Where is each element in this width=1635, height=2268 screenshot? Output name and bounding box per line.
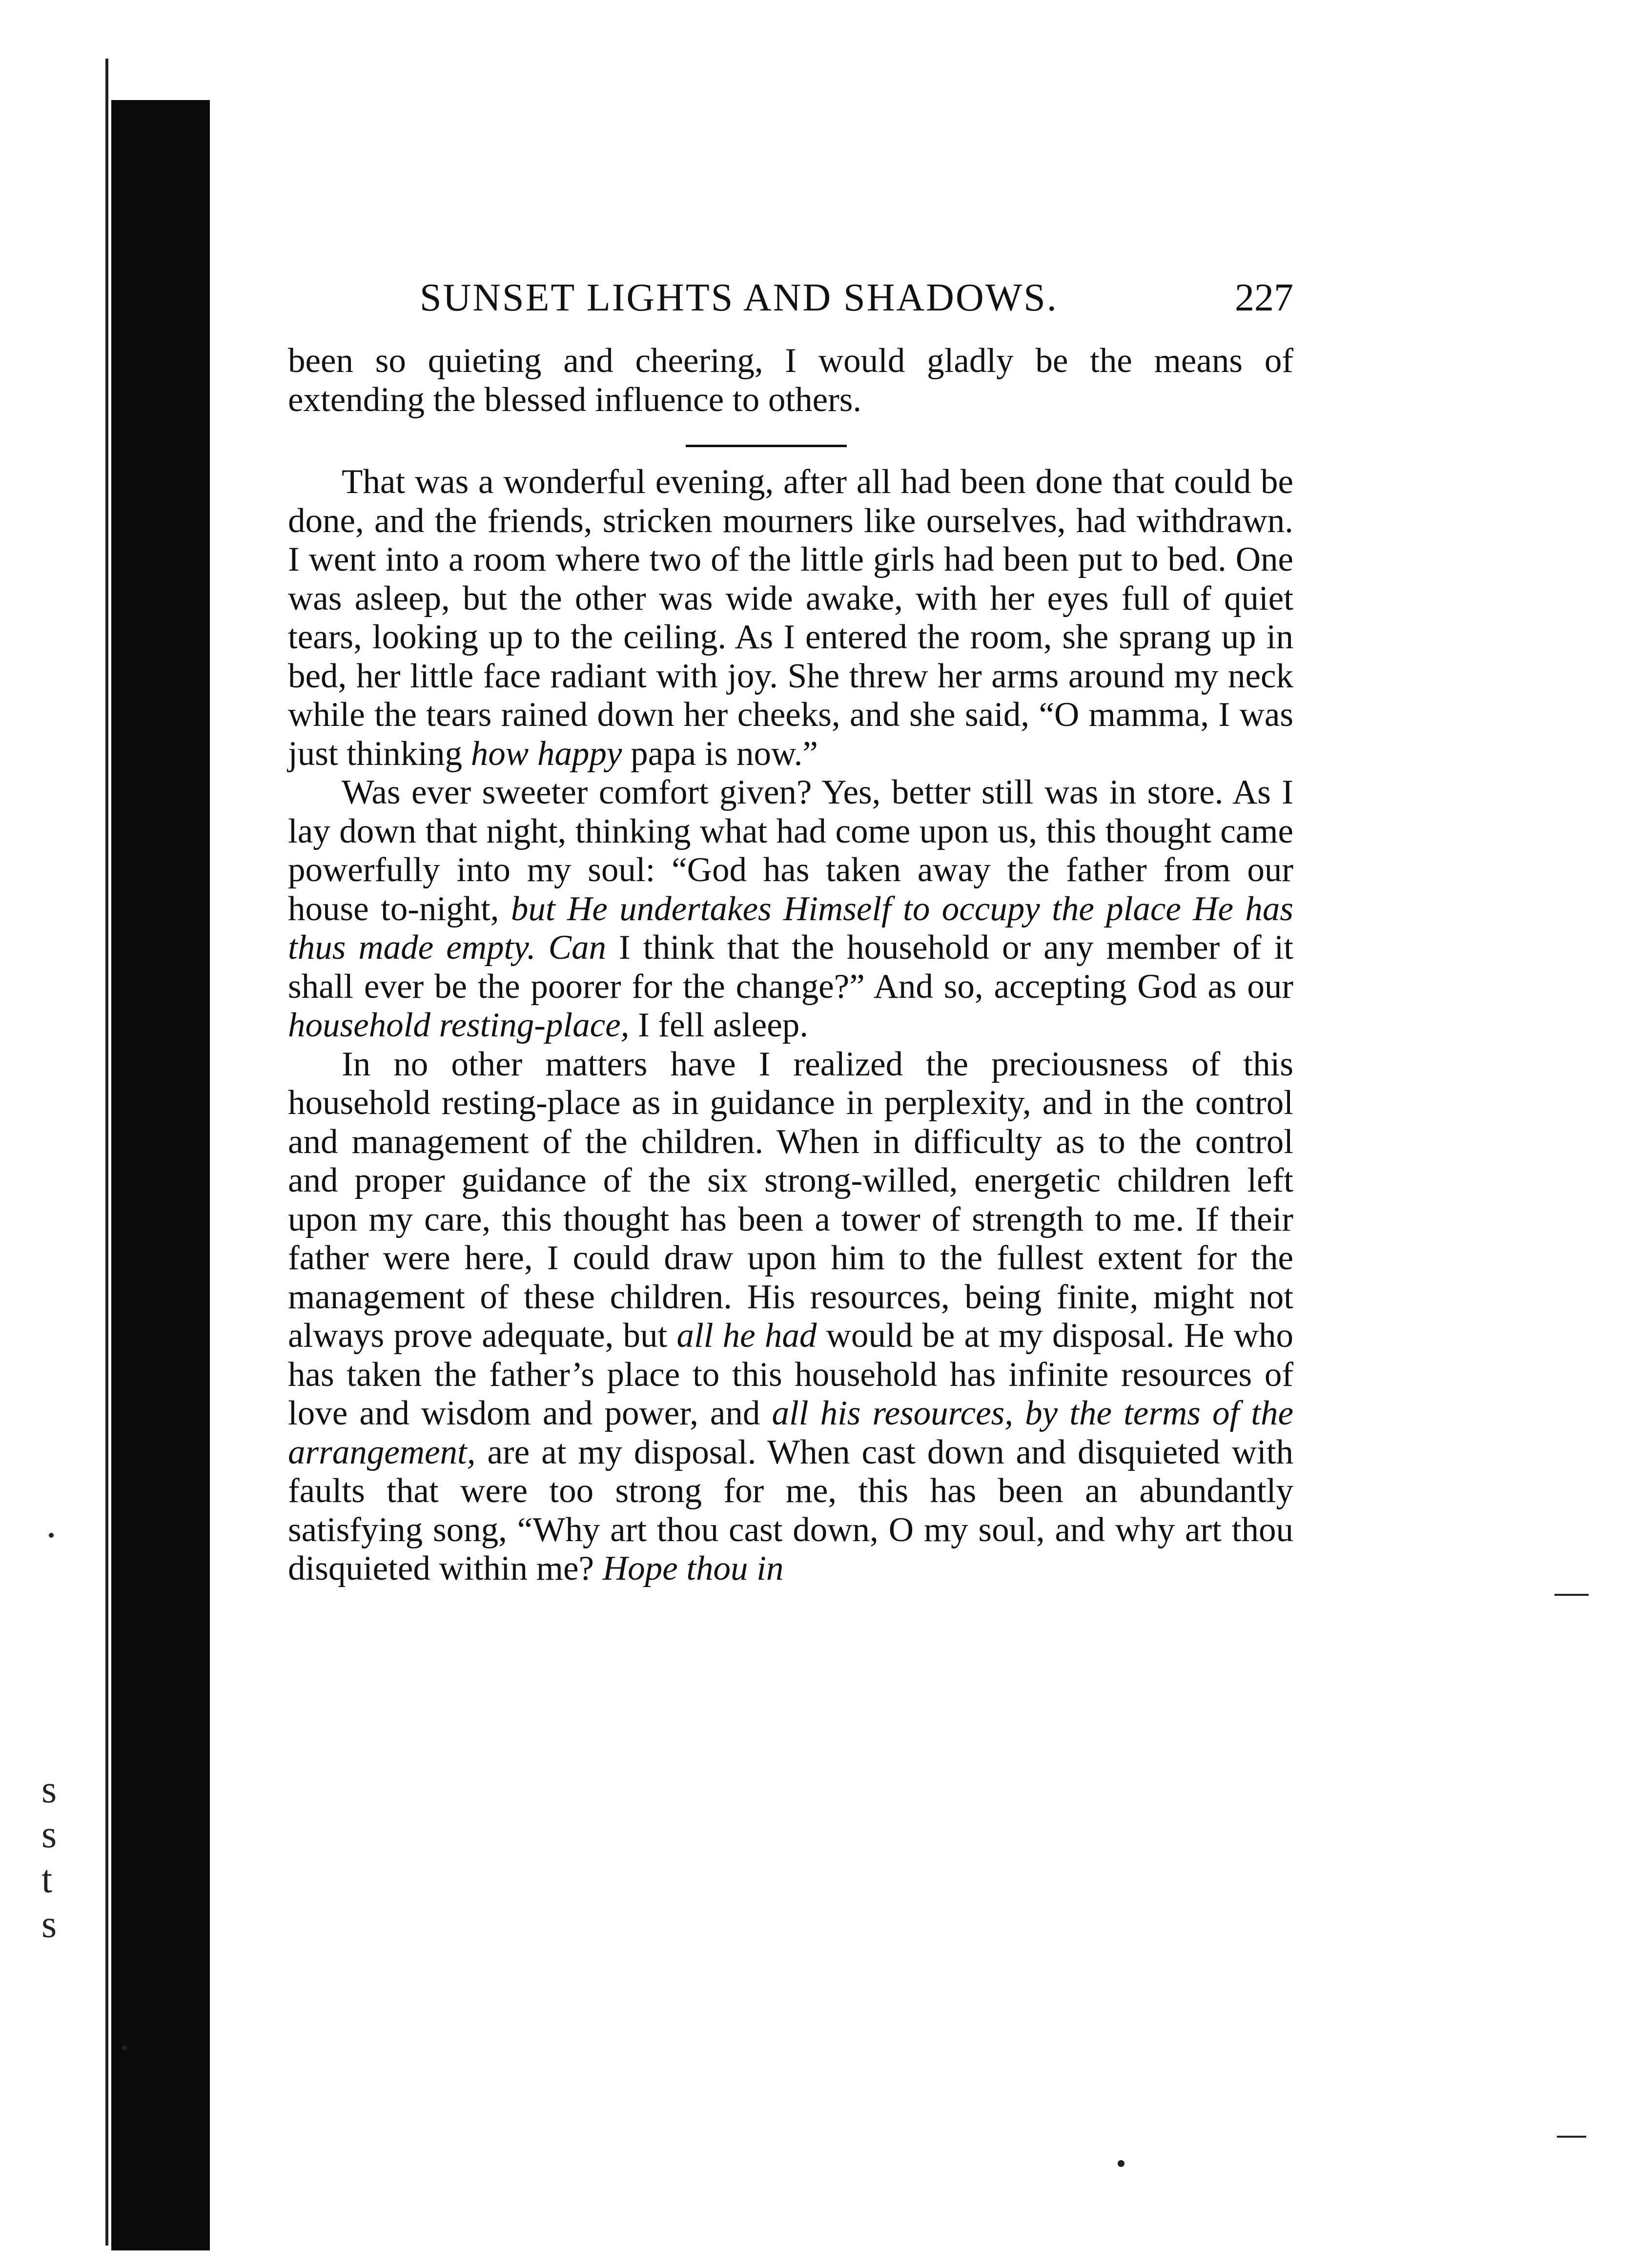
paragraph <box>288 463 1293 773</box>
paragraph-text: papa is now.” <box>631 734 818 773</box>
page-number: 227 <box>1235 276 1293 319</box>
paragraph-text: I think that the household or any member of it shall ever be the poorer for the change?” And so, accepting God as our <box>288 928 1294 1006</box>
scan-mark <box>1557 2136 1586 2138</box>
section-divider <box>686 445 847 447</box>
italic-text: Hope thou in <box>602 1549 784 1588</box>
book-page <box>288 273 1293 1588</box>
paragraph <box>288 773 1293 1045</box>
fragment-letter: s <box>41 1768 57 1811</box>
paragraph <box>288 1045 1293 1588</box>
scan-speck <box>122 2045 127 2050</box>
paragraph-continuation <box>288 342 1293 419</box>
italic-text: but He undertakes Himself to occupy the place He has thus made empty. Can <box>288 889 1294 967</box>
fragment-letter: s <box>41 1813 57 1856</box>
paragraph-text: Was ever sweeter comfort given? Yes, better still was in store. As I lay down that night, thinking what had come upon us, this thought came powerfully into my soul: “God has taken away the father from our house to-night, <box>288 773 1293 928</box>
paragraph-text: In no other matters have I realized the preciousness of this household resting-place as in guidance in perplexity, and in the control and management of the children. When in difficulty as to the control and proper guidance of the six strong-willed, energetic children left upon my care, this thought has been a tower of strength to me. If their father were here, I could draw upon him to the fullest extent for the management of these children. His resources, being finite, might not always prove adequate, but <box>288 1045 1293 1355</box>
italic-text: all he had <box>676 1317 817 1355</box>
italic-text: household resting-place, <box>288 1006 630 1044</box>
running-head <box>288 273 1293 327</box>
paragraph-text: are at my disposal. When cast down and disquieted with faults that were too strong for me, this has been an abundantly satisfying song, “Why art thou cast down, O my soul, and why art thou disquieted within me? <box>288 1433 1293 1588</box>
binding-shadow <box>111 100 210 2250</box>
running-title: SUNSET LIGHTS AND SHADOWS. <box>420 276 1058 319</box>
paragraph-text: would be at my disposal. He who has taken the father’s place to this household has infinite resources of love and wisdom and power, and <box>288 1317 1294 1432</box>
binding-edge-line <box>105 59 108 2246</box>
italic-text: how happy <box>470 734 622 773</box>
italic-text: all his resources, by the terms of the arrangement, <box>288 1394 1294 1471</box>
scan-mark <box>1554 1594 1589 1596</box>
previous-page-fragment <box>41 1767 71 1947</box>
paragraph-text: That was a wonderful evening, after all had been done that could be done, and the friends, stricken mourners like ourselves, had withdrawn. I went into a room where two of the little girls had been put to bed. One was asleep, but the other was wide awake, with her eyes full of quiet tears, looking up to the ceiling. As I entered the room, she sprang up in bed, her little face radiant with joy. She threw her arms around my neck while the tears rained down her cheeks, and she said, “O mamma, I was just thinking <box>288 463 1293 773</box>
paragraph-text: I fell asleep. <box>638 1006 809 1044</box>
fragment-letter: s <box>41 1903 57 1946</box>
fragment-letter: t <box>41 1858 53 1901</box>
scan-speck <box>1118 2160 1124 2167</box>
scan-speck <box>49 1533 54 1538</box>
paragraph-text: been so quieting and cheering, I would gladly be the means of extending the blessed influence to others. <box>288 342 1293 419</box>
